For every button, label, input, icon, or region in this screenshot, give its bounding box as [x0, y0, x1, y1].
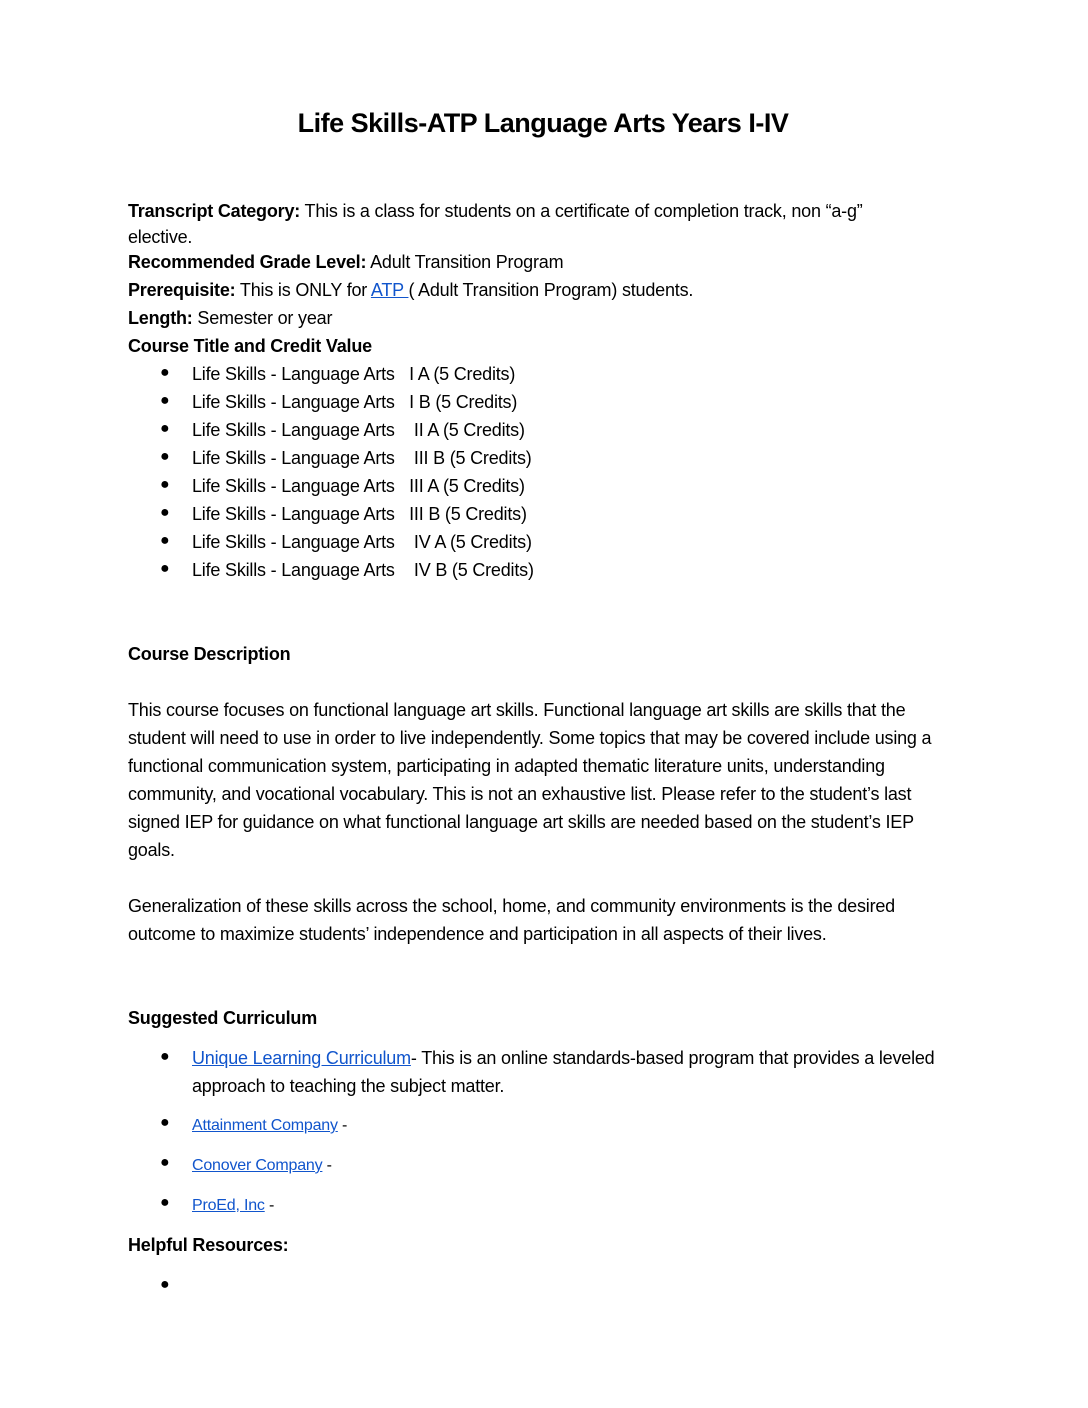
curriculum-item-description: - [322, 1157, 332, 1174]
curriculum-item [192, 1150, 332, 1180]
transcript-category-label: Transcript Category: [128, 201, 301, 221]
course-item: Life Skills - Language Arts I B (5 Credits) [192, 392, 518, 412]
course-item: Life Skills - Language Arts III B (5 Credits) [192, 448, 532, 468]
course-item: Life Skills - Language Arts IV B (5 Credits) [192, 560, 534, 580]
transcript-category-continuation: elective. [128, 227, 193, 247]
bullet-icon: ● [160, 448, 170, 465]
grade-level-value: Adult Transition Program [366, 252, 564, 272]
bullet-icon: ● [160, 1154, 170, 1171]
bullet-icon: ● [160, 420, 170, 437]
curriculum-item [192, 1190, 274, 1220]
prerequisite-label: Prerequisite: [128, 280, 236, 300]
suggested-curriculum-heading: Suggested Curriculum [128, 1008, 318, 1028]
bullet-icon: ● [160, 560, 170, 577]
course-item: Life Skills - Language Arts II A (5 Credits) [192, 420, 525, 440]
course-item: Life Skills - Language Arts I A (5 Credits) [192, 364, 516, 384]
bullet-icon: ● [160, 1276, 170, 1293]
conover-company-link[interactable]: Conover Company [192, 1157, 323, 1174]
grade-level-label: Recommended Grade Level: [128, 252, 367, 272]
bullet-icon: ● [160, 532, 170, 549]
length-label: Length: [128, 308, 193, 328]
bullet-icon: ● [160, 476, 170, 493]
prerequisite-text-before: This is ONLY for [235, 280, 371, 300]
length-value: Semester or year [192, 308, 333, 328]
course-item: Life Skills - Language Arts III A (5 Credits) [192, 476, 525, 496]
course-item: Life Skills - Language Arts III B (5 Credits) [192, 504, 527, 524]
generalization-paragraph: Generalization of these skills across the school, home, and community environments is the desired outcome to maximize students’ independence and participation in all aspects of their lives. [128, 896, 895, 944]
curriculum-item-description: - [264, 1197, 275, 1214]
bullet-icon: ● [160, 1114, 170, 1131]
prerequisite-text-after: ( Adult Transition Program) students. [408, 280, 694, 300]
curriculum-item [192, 1110, 347, 1140]
course-description-paragraph: This course focuses on functional language art skills. Functional language art skills are skills that the student will need to use in order to live independently. Some topics that may be covered include using a functional communication system, participating in adapted thematic literature units, understanding community, and vocational vocabulary. This is not an exhaustive list. Please refer to the student’s last signed IEP for guidance on what functional language art skills are needed based on the student’s IEP goals. [128, 700, 932, 860]
transcript-category-line [128, 197, 863, 225]
bullet-icon: ● [160, 392, 170, 409]
bullet-icon: ● [160, 1048, 170, 1065]
bullet-icon: ● [160, 1194, 170, 1211]
course-item: Life Skills - Language Arts IV A (5 Credits) [192, 532, 532, 552]
transcript-category-value: This is a class for students on a certificate of completion track, non “a-g” [300, 201, 863, 221]
course-titles-heading: Course Title and Credit Value [128, 336, 372, 356]
helpful-resources-heading: Helpful Resources: [128, 1235, 289, 1255]
attainment-company-link[interactable]: Attainment Company [192, 1117, 338, 1134]
page-title: Life Skills-ATP Language Arts Years I-IV [297, 108, 789, 138]
curriculum-item [192, 1044, 962, 1100]
grade-level-line [128, 248, 563, 276]
bullet-icon: ● [160, 364, 170, 381]
prerequisite-line [128, 276, 693, 304]
unique-learning-curriculum-link[interactable]: Unique Learning Curriculum [192, 1048, 411, 1068]
curriculum-item-description: - [337, 1117, 348, 1134]
curriculum-item-description: - This is an online standards-based program that provides a leveled approach to teaching the subject matter. [192, 1048, 935, 1096]
proed-inc-link[interactable]: ProEd, Inc [192, 1197, 265, 1214]
atp-link[interactable]: ATP [370, 280, 409, 300]
bullet-icon: ● [160, 504, 170, 521]
course-description-heading: Course Description [128, 644, 291, 664]
length-line [128, 304, 332, 332]
